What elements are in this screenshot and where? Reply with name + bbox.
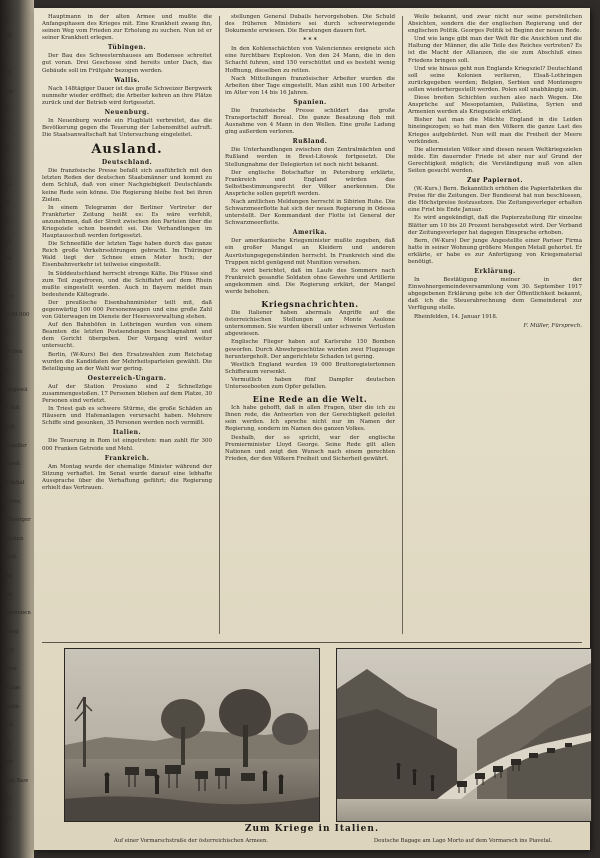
- column-rule-1: [219, 16, 220, 634]
- col2-kr3: Westlich England wurden 19 000 Bruttoregistertonnen Schiffsraum versenkt.: [225, 361, 395, 375]
- spine-strip: [0, 0, 34, 858]
- spine-fragment: Un: [2, 107, 11, 114]
- column-1: [42, 14, 212, 634]
- spine-fragment: tenseh: [2, 461, 21, 468]
- col2-kr1: Die Italiener haben abermals Angriffe auf die österreichischen Stellungen am Monte Asolone unternommen. Sie wurden überall unter schweren Verlusten abgewiesen.: [225, 310, 395, 338]
- col3-c4: Bisher hat man die Mächte England in die Leiden hineingezogen; so hat man den Völkern die ganze Last des Krieges aufgebürdet. Nun will man die Freiheit der Meere verkünden.: [408, 117, 582, 145]
- spine-fragment: ndw: [2, 88, 14, 95]
- heading-uebingen: Tübingen.: [107, 44, 147, 52]
- col2-rd2: Deshalb, der so spricht, war der englische Premierminister Lloyd George. Seine Rede gilt allen Nationen und zeigt den Wunsch nach einem gerechten Frieden, der den Völkern Freiheit und Sicherheit gewährt.: [225, 434, 395, 462]
- spine-fragment: Einkeller: [2, 442, 27, 449]
- col2-am2: Es wird berichtet, daß im Laufe des Sommers nach Frankreich gesandte Soldaten ohne Gewehre und Artillerie angekommen sind. Die Regierung erklärt, der Mangel werde behoben.: [225, 267, 395, 295]
- spine-fragment: und: [2, 759, 13, 766]
- col1-oe2: In Triest gab es schwere Stürme, die große Schäden an Häusern und Hafenanlagen verursacht haben. Mehrere Schiffe sind gesunken, 35 Personen werden noch vermißt.: [42, 406, 212, 427]
- spine-fragment: Bett: [2, 293, 14, 300]
- col3-c2: Und wie hinaus geht nun Englands Kriegsziel? Deutschland soll seine Kolonien verlieren, Elsaß-Lothringen zurückgegeben werden; Belgien, Serbien und Montenegro sollen wiederhergestellt werden. Polen soll unabhängig sein.: [408, 65, 582, 93]
- spine-fragment: ihr: [2, 14, 10, 20]
- col2-kr2: Englische Flieger haben auf Karlsruhe 150 Bomben geworfen. Durch Abwehrgeschütze wurden zwei Flugzeuge heruntergeholt. Der angerichtete Schaden ist gering.: [225, 339, 395, 360]
- col1-de5: Der preußische Eisenbahnminister teilt mit, daß gegenwärtig 100 000 Personenwagen und eine große Zahl von Güterwagen im Dienste der Heeresverwaltung stehen.: [42, 299, 212, 321]
- photo-spread-title: Zum Kriege in Italien.: [244, 824, 380, 834]
- photo-right-lago-morto: [336, 648, 592, 822]
- spine-fragment: eier: [2, 591, 13, 598]
- heading-spanien: Spanien.: [293, 98, 327, 106]
- heading-oesterreich: Oesterreich-Ungarn.: [87, 374, 167, 382]
- col3-pn3: Bern, (W-Kurs) Der junge Angestellte einer Pariser Firma hatte in seiner Wohnung größere Mengen Metall gehortet. Er erklärte, er habe es zur Anfertigung von Kriegsmaterial benötigt.: [408, 237, 582, 265]
- col3-place-date: Rheinfelden, 14. Januar 1918.: [414, 313, 498, 320]
- col1-de7: Berlin, (W-Kurs) Bei den Ersatzwahlen zum Reichstag wurden die Kandidaten der Mehrheitsparteien gewählt. Die Beteiligung an der Wahl war gering.: [42, 351, 212, 372]
- col3-intro: Weile bekannt, und zwar nicht nur seine persönlichen Absichten, sondern die der englischen Regierung und der englischen Politik. Georges Politik ist Beginn der neuen Rede.: [408, 14, 582, 35]
- col1-uebingen: Der Bau des Schwesternhauses am Bodensee schreitet gut voran. Drei Geschosse sind bereits unter Dach, das Gebäude soll im Frühjahr bezogen werden.: [42, 53, 212, 74]
- text-columns: [42, 14, 582, 642]
- spine-fragment: Ap: [2, 144, 10, 151]
- col2-intro: stellungen General Dubails hervorgehoben. Die Schuld des früheren Ministers sei durch schwerwiegende Dokumente erwiesen. Die Beratungen dauern fort.: [225, 14, 395, 35]
- spine-fragment: äh: [2, 219, 9, 225]
- col2-b: Nach Mitteilungen französischer Arbeiter wurden die Arbeiten über Tage eingestellt. Man zählt nun 100 Arbeiter im Alter von 14 bis 16 Jahren.: [225, 75, 395, 96]
- heading-kriegsnachrichten: Kriegsnachrichten.: [261, 299, 359, 310]
- heading-erklaerung: Erklärung.: [474, 268, 516, 276]
- spine-fragment: Zutaten: [2, 535, 24, 542]
- spine-fragment: auf den: [2, 349, 23, 356]
- spine-fragment: G: [2, 274, 7, 281]
- photo-left-caption: Auf einer Vormarschstraße der österreichischen Armeen.: [113, 838, 269, 844]
- heading-zur-papiernot: Zur Papiernot.: [467, 177, 523, 185]
- heading-ausland: Ausland.: [91, 142, 163, 158]
- spine-fragment: hes: [2, 256, 12, 263]
- col1-oe1: Auf der Station Prosiano sind 2 Schnellzüge zusammengestoßen. 17 Personen blieben auf dem Platze, 30 Personen sind verletzt.: [42, 383, 212, 405]
- newspaper-page: [34, 8, 590, 850]
- column-3: [408, 14, 582, 634]
- spine-fragment: en Inhal: [2, 479, 25, 486]
- photo-band-rule: [42, 642, 582, 643]
- spine-fragment: ußg: [2, 573, 13, 580]
- col2-kr4: Vermutlich haben fünf Dampfer deutschen Unterseebooten zum Opfer gefallen.: [225, 376, 395, 391]
- spine-fragment: die: [2, 200, 11, 207]
- col2-ru2: Der englische Botschafter in Petersburg erklärte, Frankreich und England würden das Selbstbestimmungsrecht der Völker anerkennen. Die Ansprüche sollen geprüft werden.: [225, 169, 395, 197]
- spine-fragment: Sch: [2, 32, 13, 39]
- spine-fragment: hpersonen: [2, 610, 31, 617]
- col2-rd1: Ich habe gehofft, daß in allen Fragen, über die ich zu Ihnen rede, die Antworten von der Gerechtigkeit geleitet sein werden. Ich spreche nicht nur im Namen der Regierung, sondern im Namen des ganzen Volkes.: [225, 405, 395, 433]
- col1-intro: Hauptmann in der alten Armee und mußte die Anfangsphasen des Krieges mit. Eine Krankheit zwang ihn, seinen Weg vom Frieden zur Erholung zu suchen. Nun ist er seiner Krankheit erlegen.: [42, 14, 212, 42]
- col2-ru3: Nach amtlichen Meldungen herrscht in Sibirien Ruhe. Die Schwarzmeerflotte hat sich der neuen Regierung in Odessa unterstellt. Der Kommandant der Flotte ist General der Schwarzmeerflotte.: [225, 198, 395, 227]
- spine-fragment: e Lage: [2, 684, 21, 691]
- heading-deutschland: Deutschland.: [101, 159, 153, 167]
- spine-fragment: gtrieb-: [2, 703, 21, 710]
- col3-pn1: (W.-Kurs.) Bern. Bekanntlich erhöhen die Papierfabriken die Preise für die Zeitungen. Der Bundesrat hat nun beschlossen, die Höchstpreise festzusetzen. Die Zeitungsverleger erhalten eine Frist bis Ende Januar.: [408, 186, 582, 214]
- spine-fragment: en: [2, 330, 9, 337]
- spine-fragment: reingewä: [2, 386, 28, 393]
- col2-a: In den Kohlenschächten von Valenciennes ereignete sich eine furchtbare Explosion. Von den 24 Mann, die in den Schacht fuhren, sind 150 verschüttet und es besteht wenig Hoffnung, dieselben zu retten.: [225, 46, 395, 74]
- col3-c5: Die allermeisten Völker sind diesen neuen Weltkriegszielen müde. Ein dauernder Friede ist aber nur auf Grund der Gerechtigkeit möglich; die Verständigung muß von allen Seiten gesucht werden.: [408, 146, 582, 174]
- spine-fragment: ld: [2, 163, 8, 170]
- col1-de4: In Süddeutschland herrscht strenge Kälte. Die Flüsse sind zum Teil zugefroren, und die Schiffahrt auf dem Rhein mußte eingestellt werden. Auch in Bayern meldet man bedeutende Kältegrade.: [42, 270, 212, 298]
- spine-fragment: Fla: [2, 740, 11, 747]
- spine-fragment: ern: [2, 69, 12, 76]
- spine-fragment: inh: [2, 237, 11, 244]
- column-rule-2: [402, 16, 403, 634]
- spine-fragment: n flüssiger: [2, 517, 31, 524]
- photo-right-image: [337, 649, 591, 821]
- col3-c3: Diese breiten Schichten suchen also nach Wegen. Die Ansprüche auf Mesopotamien, Palästina, Syrien und Armenien werden als Kriegsziele erklärt.: [408, 95, 582, 116]
- spine-fragment: Fahrer,: [2, 498, 22, 505]
- col1-it1: Die Teuerung in Rom ist eingetreten: man zahlt für 300 000 Franken Getreide und Mehl.: [42, 438, 212, 452]
- col3-ek1: In Bestätigung meiner in der Einwohnergemeindeversammlung vom 30. September 1917 abgegebenen Erklärung gebe ich der Öffentlichkeit bekannt, daß ich die Steuerabrechnung dem Gemeinderat zur Verfügung stelle.: [408, 277, 582, 312]
- col2-ru1: Die Unterhandlungen zwischen den Zentralmächten und Rußland werden in Brest-Litowsk fortgesetzt. Die Stellungnahme der Delegierten ist noch nicht bekannt.: [225, 147, 395, 168]
- stars-separator: * * *: [303, 37, 317, 45]
- heading-neuenburg: Neuenburg.: [104, 108, 150, 116]
- spine-fragment: en: [2, 368, 9, 375]
- col1-de1: Die französische Presse befaßt sich ausführlich mit den letzten Reden der deutschen Staatsmänner und kommt zu dem Schluß, daß von einer Nachgiebigkeit Deutschlands keine Rede sein könne. Die Regierung bleibe fest bei ihren Zielen.: [42, 168, 212, 203]
- col3-signature: F. Müller, Fürsprech.: [523, 322, 582, 329]
- spine-fragment: orr: [2, 125, 11, 132]
- spine-fragment: che: [2, 181, 12, 188]
- photo-right-caption: Deutsche Bagage am Lago Morto auf dem Vormarsch ins Piavetal.: [373, 838, 553, 844]
- spine-fragment: in: [2, 51, 8, 58]
- heading-amerika: Amerika.: [292, 229, 328, 237]
- col1-de6: Auf den Bahnhöfen in Lothringen wurden von einem Beamten die letzten Postsendungen beschlagnahmt und dem Gericht übergeben. Der Vorgang wird weiter untersucht.: [42, 322, 212, 350]
- spine-fragment: 1. W: [2, 647, 15, 654]
- heading-frankreich: Frankreich.: [104, 454, 150, 462]
- spine-fragment: Mo: [2, 815, 11, 822]
- col2-sp1: Die französische Presse schildert das große Transportschiff Boreal. Die ganze Besatzung floh mit Ausnahme von 4 Mann in den Wellen. Eine große Ladung ging außerdem verloren.: [225, 107, 395, 136]
- spine-fragment: inweg: [2, 629, 19, 635]
- spine-fragment: g, A.: [2, 722, 15, 729]
- spine-fragment: scher: [2, 666, 18, 673]
- photo-left-military-road: [64, 648, 320, 822]
- col1-wallis: Nach 148tägiger Dauer ist das große Schweizer Bergwerk nunmehr wieder eröffnet; die Arbeiter kehren an ihre Plätze zurück und der Betrieb wird fortgesetzt.: [42, 85, 212, 106]
- spine-fragment: ist mit: [2, 405, 20, 412]
- heading-italien: Italien.: [112, 429, 142, 437]
- spine-fragment: uto: [2, 796, 11, 803]
- heading-wallis: Wallis.: [114, 76, 140, 84]
- photo-left-image: [65, 649, 319, 821]
- spine-fragment: wird.: [2, 424, 17, 430]
- spine-fragment: 1 150 000: [2, 312, 30, 319]
- col3-pn2: Es wird angekündigt, daß die Papierzuteilung für einzelne Blätter um 10 bis 20 Prozent herabgesetzt wird. Der Verband der Zeitungsverleger hat dagegen Einsprache erhoben.: [408, 215, 582, 236]
- col1-de2: In einem Telegramm der Berliner Vertreter der Frankfurter Zeitung heißt es: Es wäre verfehlt, anzunehmen, daß der Streit zwischen den Parteien über die Kriegsziele schon beendet sei. Die Verhandlungen im Hauptausschuß werden fortgesetzt.: [42, 204, 212, 240]
- column-2: [225, 14, 395, 634]
- spine-fragment: Frau Baw: [2, 778, 29, 785]
- spine-fragment: g gut.: [2, 554, 18, 561]
- col3-c1: Und wie lange gibt man der Welt für die Ansichten und die Haltung der Männer, die alle Teile des Reiches vertreten? Es ist die Macht der Allianzen, die sie zum Abschluß eines Friedens bringen soll.: [408, 36, 582, 64]
- heading-rede: Eine Rede an die Welt.: [252, 394, 368, 405]
- col1-de3: Die Schneefälle der letzten Tage haben durch das ganze Reich große Verkehrsstörungen gebracht. Im Thüringer Wald liegt der Schnee einen Meter hoch; der Eisenbahnverkehr ist teilweise eingestellt.: [42, 241, 212, 269]
- col1-fr1: Am Montag wurde der ehemalige Minister während der Sitzung verhaftet. Im Senat wurde darauf eine lebhafte Aussprache über die Verhaftung geführt; die Regierung erhielt das Vertrauen.: [42, 463, 212, 491]
- col2-am1: Der amerikanische Kriegsminister mußte zugeben, daß ein großer Mangel an Kleidern und anderen Ausrüstungsgegenständen herrscht. In Frankreich sind die Truppen nicht genügend mit Munition versehen.: [225, 238, 395, 266]
- col1-neuenburg: In Neuenburg wurde ein Flugblatt verbreitet, das die Bevölkerung gegen die Teuerung der Lebensmittel aufruft. Die Staatsanwaltschaft hat Untersuchung eingeleitet.: [42, 117, 212, 139]
- heading-russland: Rußland.: [292, 138, 328, 146]
